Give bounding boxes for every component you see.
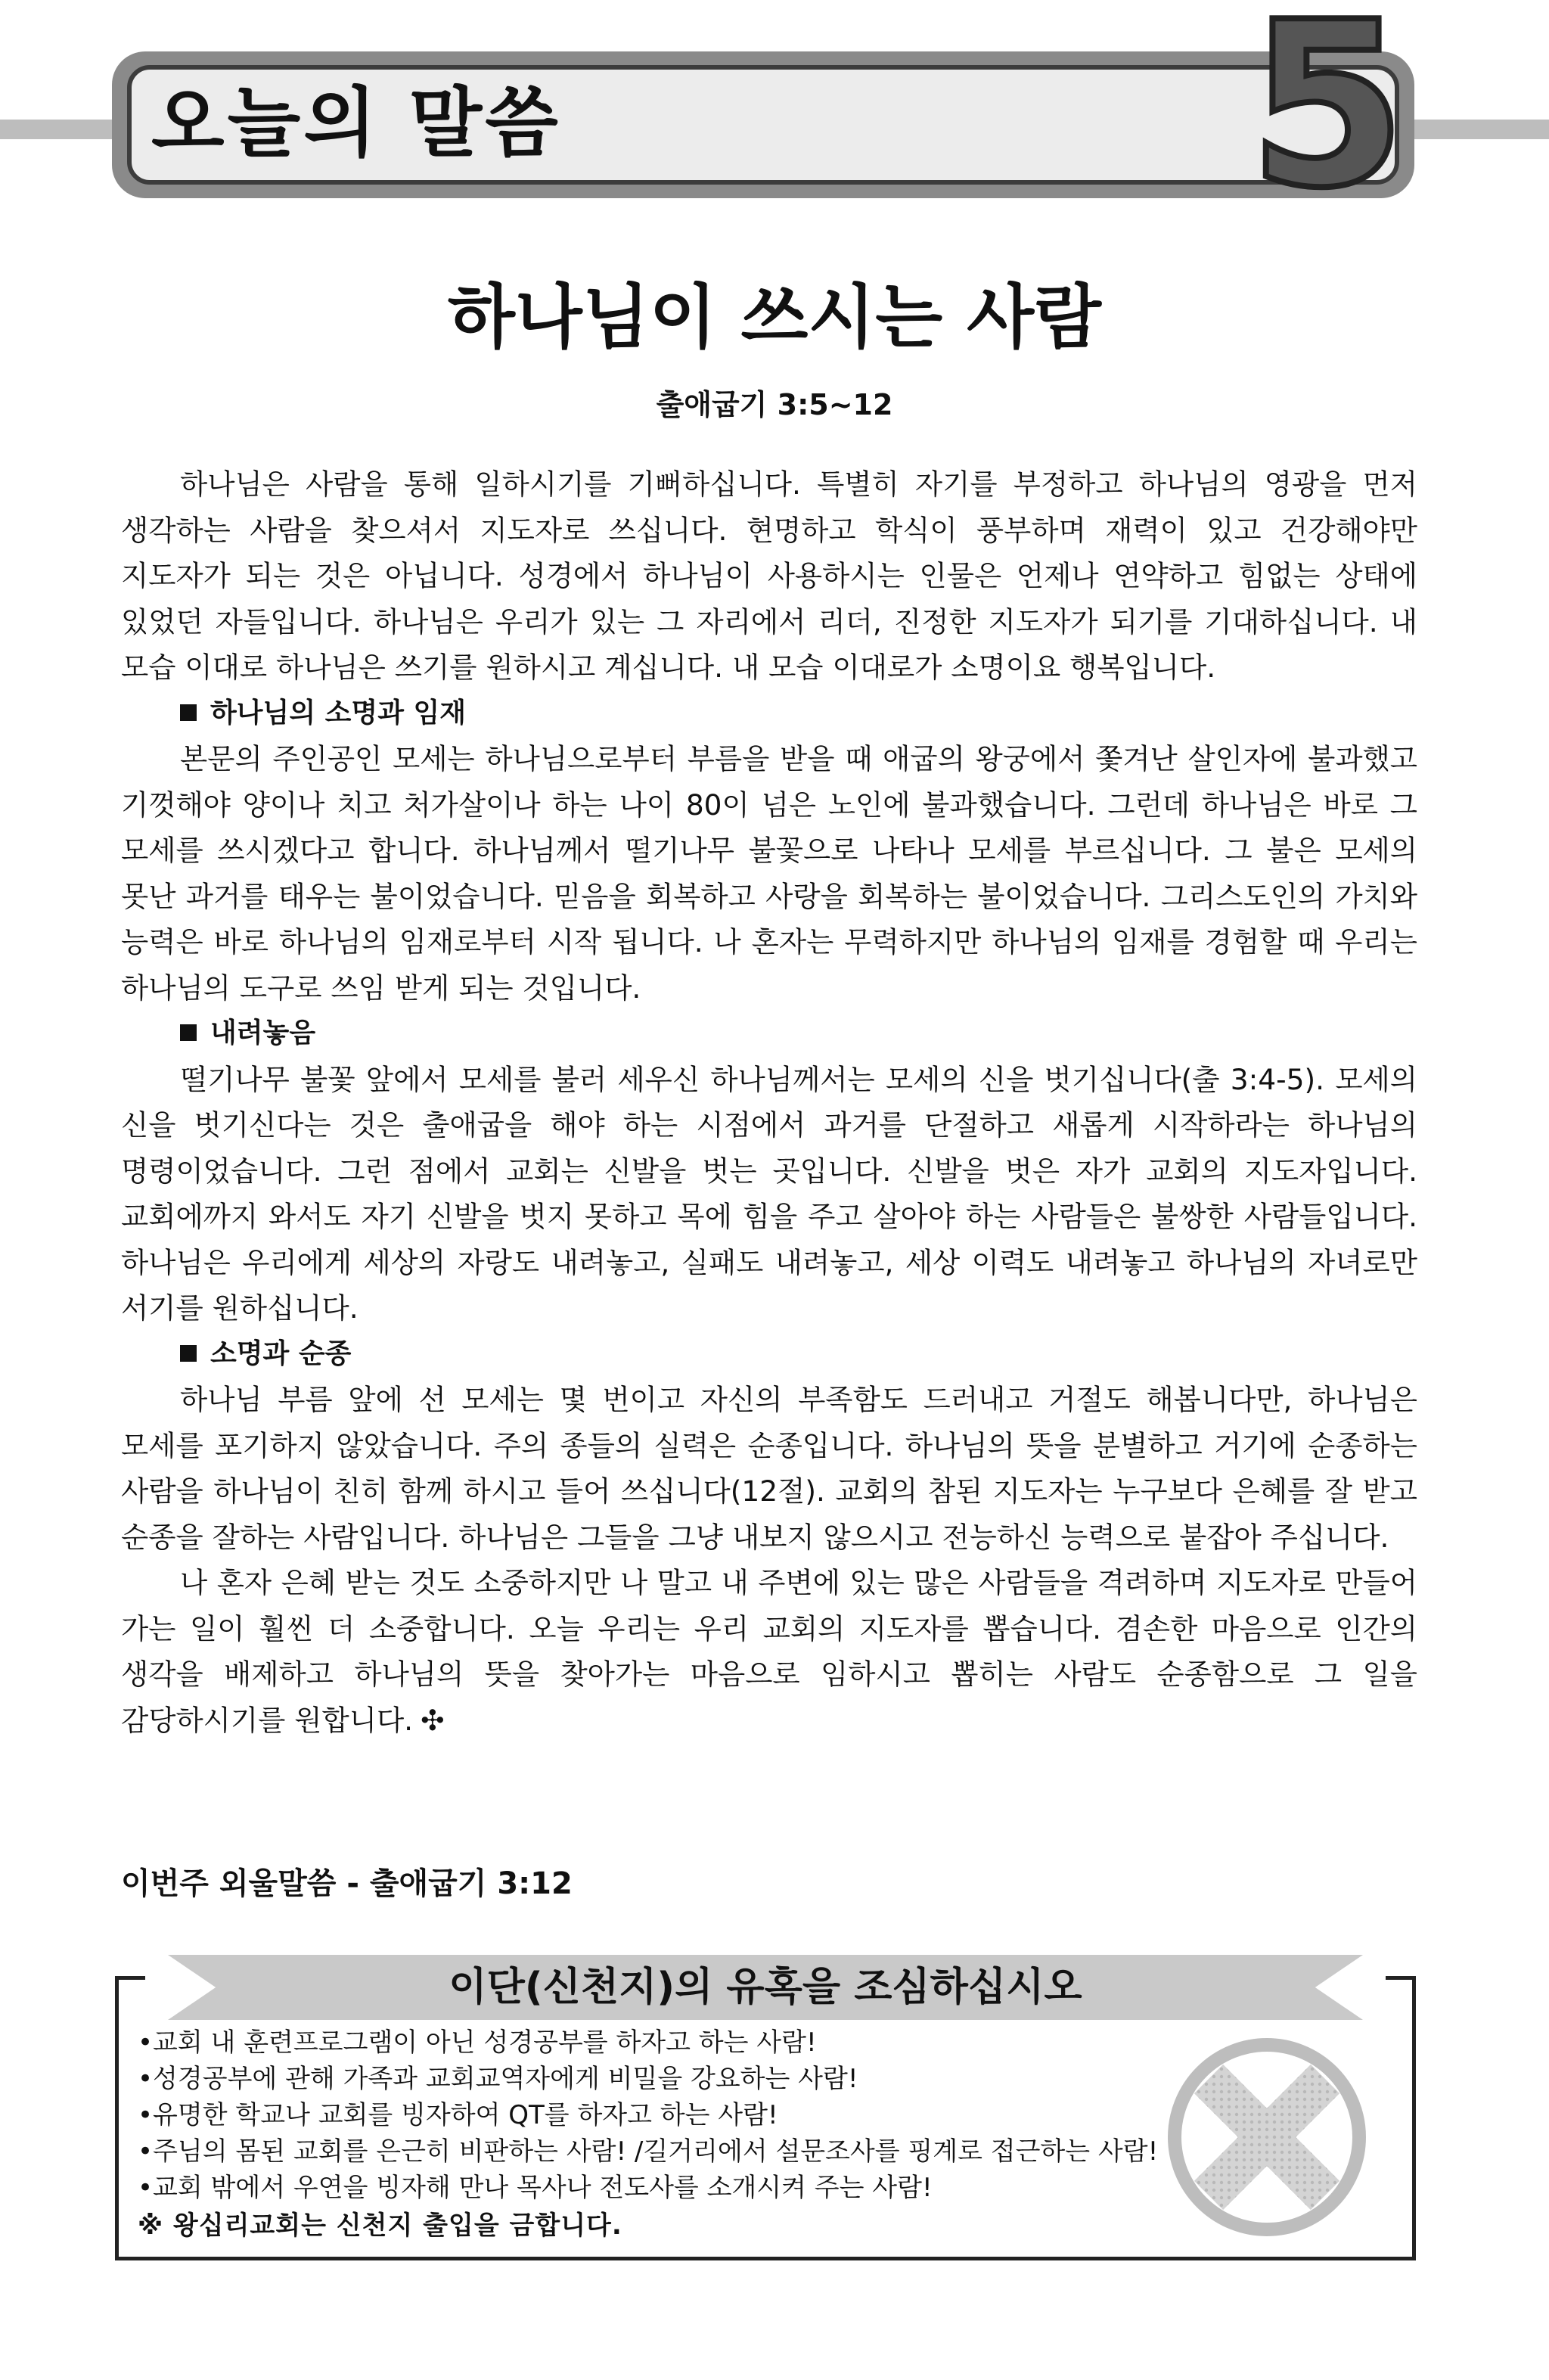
warning-box-corner xyxy=(115,1976,145,1980)
square-bullet-icon xyxy=(180,1345,197,1362)
memory-verse: 이번주 외울말씀 - 출애굽기 3:12 xyxy=(121,1866,573,1901)
scripture-reference: 출애굽기 3:5~12 xyxy=(656,388,893,421)
section-heading: 하나님의 소명과 임재 xyxy=(121,691,1417,737)
section-number: 5 xyxy=(1248,0,1407,238)
end-cross-icon: ✣ xyxy=(421,1703,445,1737)
warning-item: •주님의 몸된 교회를 은근히 비판하는 사람! /길거리에서 설문조사를 핑계로 접근하는 사람! xyxy=(138,2136,1159,2167)
intro-paragraph: 하나님은 사람을 통해 일하시기를 기뻐하십니다. 특별히 자기를 부정하고 하나님의 영광을 먼저 생각하는 사람을 찾으셔서 지도자로 쓰십니다. 현명하고 학식이 풍부하며 재력이 있고 건강해야만 지도자가 되는 것은 아닙니다. 성경에서 하나님이 사용하시는 인물은 언제나 연약하고 힘없는 상태에 있었던 자들입니다. 하나님은 우리가 있는 그 자리에서 리더, 진정한 지도자가 되기를 기대하십니다. 내 모습 이대로 하나님은 쓰기를 원하시고 계십니다. 내 모습 이대로가 소명이요 행복입니다. xyxy=(121,468,1417,684)
warning-item: •유명한 학교나 교회를 빙자하여 QT를 하자고 하는 사람! xyxy=(138,2100,778,2130)
section-heading: 소명과 순종 xyxy=(121,1331,1417,1378)
square-bullet-icon xyxy=(180,1024,197,1041)
warning-list xyxy=(138,2024,1393,2206)
sermon-body xyxy=(121,461,1417,1743)
section-title: 오늘의 말씀 xyxy=(151,79,561,167)
warning-item: •성경공부에 관해 가족과 교회교역자에게 비밀을 강요하는 사람! xyxy=(138,2064,858,2094)
sermon-title: 하나님이 쓰시는 사람 xyxy=(448,277,1101,358)
warning-title: 이단(신천지)의 유혹을 조심하십시오 xyxy=(449,1965,1082,2010)
square-bullet-icon xyxy=(180,704,197,721)
warning-notice: ※ 왕십리교회는 신천지 출입을 금합니다. xyxy=(138,2211,622,2241)
section-paragraph: 떨기나무 불꽃 앞에서 모세를 불러 세우신 하나님께서는 모세의 신을 벗기십니다(출 3:4-5). 모세의 신을 벗기신다는 것은 출애굽을 해야 하는 시점에서 과거를 단절하고 새롭게 시작하라는 하나님의 명령이었습니다. 그런 점에서 교회는 신발을 벗는 곳입니다. 신발을 벗은 자가 교회의 지도자입니다. 교회에까지 와서도 자기 신발을 벗지 못하고 목에 힘을 주고 살아야 하는 사람들은 불쌍한 사람들입니다. 하나님은 우리에게 세상의 자랑도 내려놓고, 실패도 내려놓고, 세상 이력도 내려놓고 하나님의 자녀로만 서기를 원하십니다. xyxy=(121,1062,1417,1325)
warning-box-corner xyxy=(1386,1976,1416,1980)
section-heading: 내려놓음 xyxy=(121,1011,1417,1057)
warning-item: •교회 밖에서 우연을 빙자해 만나 목사나 전도사를 소개시켜 주는 사람! xyxy=(138,2173,933,2203)
warning-item: •교회 내 훈련프로그램이 아닌 성경공부를 하자고 하는 사람! xyxy=(138,2027,817,2058)
closing-paragraph: 나 혼자 은혜 받는 것도 소중하지만 나 말고 내 주변에 있는 많은 사람들을 격려하며 지도자로 만들어 가는 일이 훨씬 더 소중합니다. 오늘 우리는 우리 교회의 지도자를 뽑습니다. 겸손한 마음으로 인간의 생각을 배제하고 하나님의 뜻을 찾아가는 마음으로 임하시고 뽑히는 사람도 순종함으로 그 일을 감당하시기를 원합니다. ✣ xyxy=(121,1566,1417,1737)
section-paragraph: 하나님 부름 앞에 선 모세는 몇 번이고 자신의 부족함도 드러내고 거절도 해봅니다만, 하나님은 모세를 포기하지 않았습니다. 주의 종들의 실력은 순종입니다. 하나님의 뜻을 분별하고 거기에 순종하는 사람을 하나님이 친히 함께 하시고 들어 쓰십니다(12절). 교회의 참된 지도자는 누구보다 은혜를 잘 받고 순종을 잘하는 사람입니다. 하나님은 그들을 그냥 내보지 않으시고 전능하신 능력으로 붙잡아 주십니다. xyxy=(121,1383,1417,1554)
section-paragraph: 본문의 주인공인 모세는 하나님으로부터 부름을 받을 때 애굽의 왕궁에서 쫓겨난 살인자에 불과했고 기껏해야 양이나 치고 처가살이나 하는 나이 80이 넘은 노인에 불과했습니다. 그런데 하나님은 바로 그 모세를 쓰시겠다고 합니다. 하나님께서 떨기나무 불꽃으로 나타나 모세를 부르십니다. 그 불은 모세의 못난 과거를 태우는 불이었습니다. 믿음을 회복하고 사랑을 회복하는 불이었습니다. 그리스도인의 가치와 능력은 바로 하나님의 임재로부터 시작 됩니다. 나 혼자는 무력하지만 하나님의 임재를 경험할 때 우리는 하나님의 도구로 쓰임 받게 되는 것입니다. xyxy=(121,742,1417,1005)
